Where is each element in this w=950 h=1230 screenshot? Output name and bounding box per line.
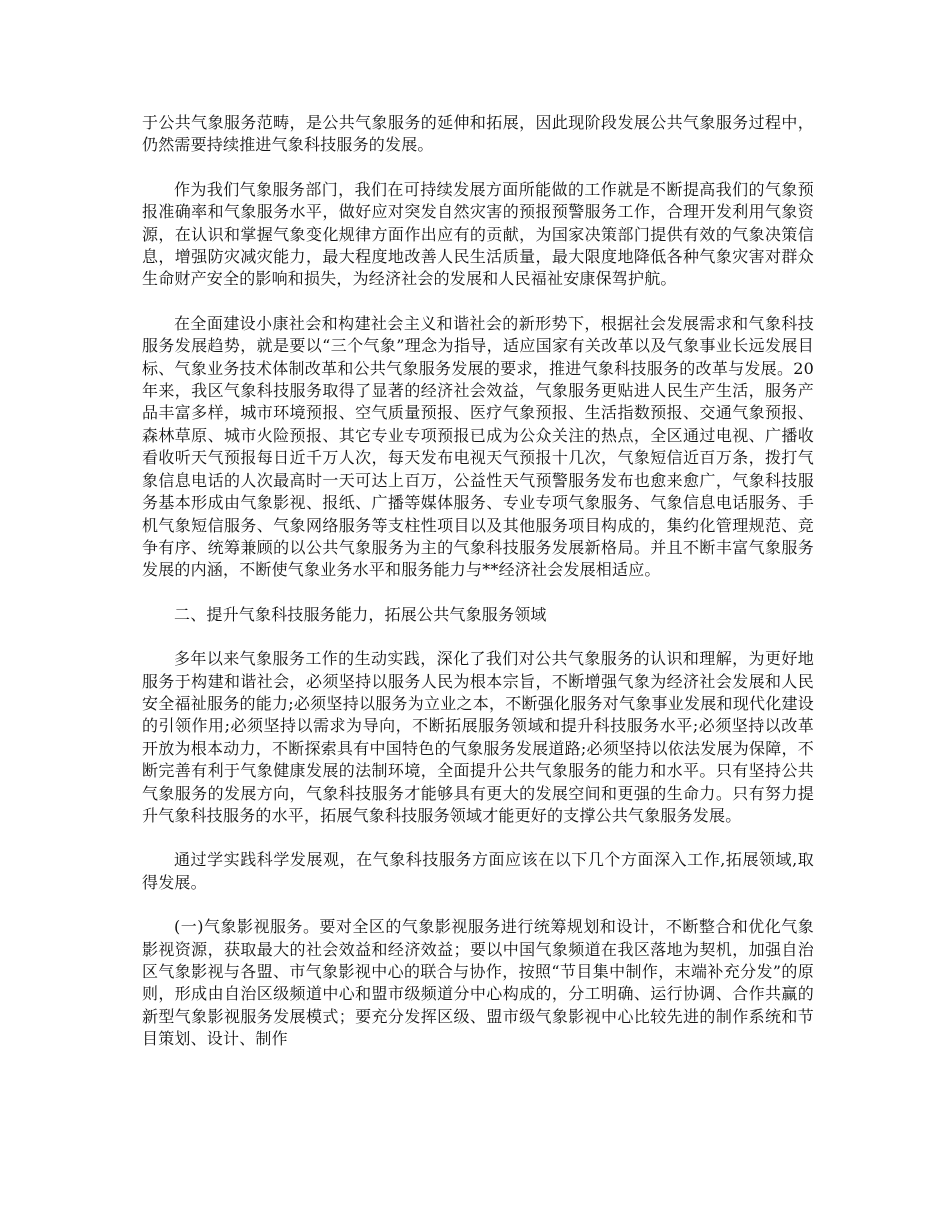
document-body <box>142 112 814 1073</box>
paragraph-service-practice: 多年以来气象服务工作的生动实践，深化了我们对公共气象服务的认识和理解，为更好地服务于构建和谐社会，必须坚持以服务人民为根本宗旨，不断增强气象为经济社会发展和人民安全福祉服务的能力;必须坚持以服务为立业之本，不断强化服务对气象事业发展和现代化建设的引领作用;必须坚持以需求为导向，不断拓展服务领域和提升科技服务水平;必须坚持以改革开放为根本动力，不断探索具有中国特色的气象服务发展道路;必须坚持以依法发展为保障，不断完善有利于气象健康发展的法制环境，全面提升公共气象服务的能力和水平。只有坚持公共气象服务的发展方向，气象科技服务才能够具有更大的发展空间和更强的生命力。只有努力提升气象科技服务的水平，拓展气象科技服务领域才能更好的支撑公共气象服务发展。 <box>142 649 814 825</box>
paragraph-tv-weather-service: (一)气象影视服务。要对全区的气象影视服务进行统筹规划和设计，不断整合和优化气象影视资源，获取最大的社会效益和经济效益；要以中国气象频道在我区落地为契机，加强自治区气象影视与各盟、市气象影视中心的联合与协作，按照“节目集中制作，末端补充分发”的原则，形成由自治区级频道中心和盟市级频道分中心构成的，分工明确、运行协调、合作共赢的新型气象影视服务发展模式；要充分发挥区级、盟市级气象影视中心比较先进的制作系统和节目策划、设计、制作 <box>142 917 814 1049</box>
paragraph-scientific-outlook: 通过学实践科学发展观，在气象科技服务方面应该在以下几个方面深入工作,拓展领域,取得发展。 <box>142 850 814 892</box>
paragraph-meteorological-service-department: 作为我们气象服务部门，我们在可持续发展方面所能做的工作就是不断提高我们的气象预报准确率和气象服务水平，做好应对突发自然灾害的预报预警服务工作，合理开发利用气象资源，在认识和掌握气象变化规律方面作出应有的贡献，为国家决策部门提供有效的气象决策信息，增强防灾减灾能力，最大程度地改善人民生活质量，最大限度地降低各种气象灾害对群众生命财产安全的影响和损失，为经济社会的发展和人民福祉安康保驾护航。 <box>142 179 814 289</box>
paragraph-continuation: 于公共气象服务范畴，是公共气象服务的延伸和拓展，因此现阶段发展公共气象服务过程中，仍然需要持续推进气象科技服务的发展。 <box>142 113 814 155</box>
section-heading-two: 二、提升气象科技服务能力，拓展公共气象服务领域 <box>174 604 547 624</box>
paragraph-new-situation-development: 在全面建设小康社会和构建社会主义和谐社会的新形势下，根据社会发展需求和气象科技服务发展趋势，就是要以“三个气象”理念为指导，适应国家有关改革以及气象事业长远发展目标、气象业务技术体制改革和公共气象服务发展的要求，推进气象科技服务的改革与发展。20年来，我区气象科技服务取得了显著的经济社会效益，气象服务更贴进人民生产生活，服务产品丰富多样，城市环境预报、空气质量预报、医疗气象预报、生活指数预报、交通气象预报、森林草原、城市火险预报、其它专业专项预报已成为公众关注的热点，全区通过电视、广播收看收听天气预报每日近千万人次，每天发布电视天气预报十几次，气象短信近百万条，拨打气象信息电话的人次最高时一天可达上百万，公益性天气预警服务发布也愈来愈广，气象科技服务基本形成由气象影视、报纸、广播等媒体服务、专业专项气象服务、气象信息电话服务、手机气象短信服务、气象网络服务等支柱性项目以及其他服务项目构成的，集约化管理规范、竞争有序、统筹兼顾的以公共气象服务为主的气象科技服务发展新格局。并且不断丰富气象服务发展的内涵，不断使气象业务水平和服务能力与**经济社会发展相适应。 <box>142 313 814 580</box>
